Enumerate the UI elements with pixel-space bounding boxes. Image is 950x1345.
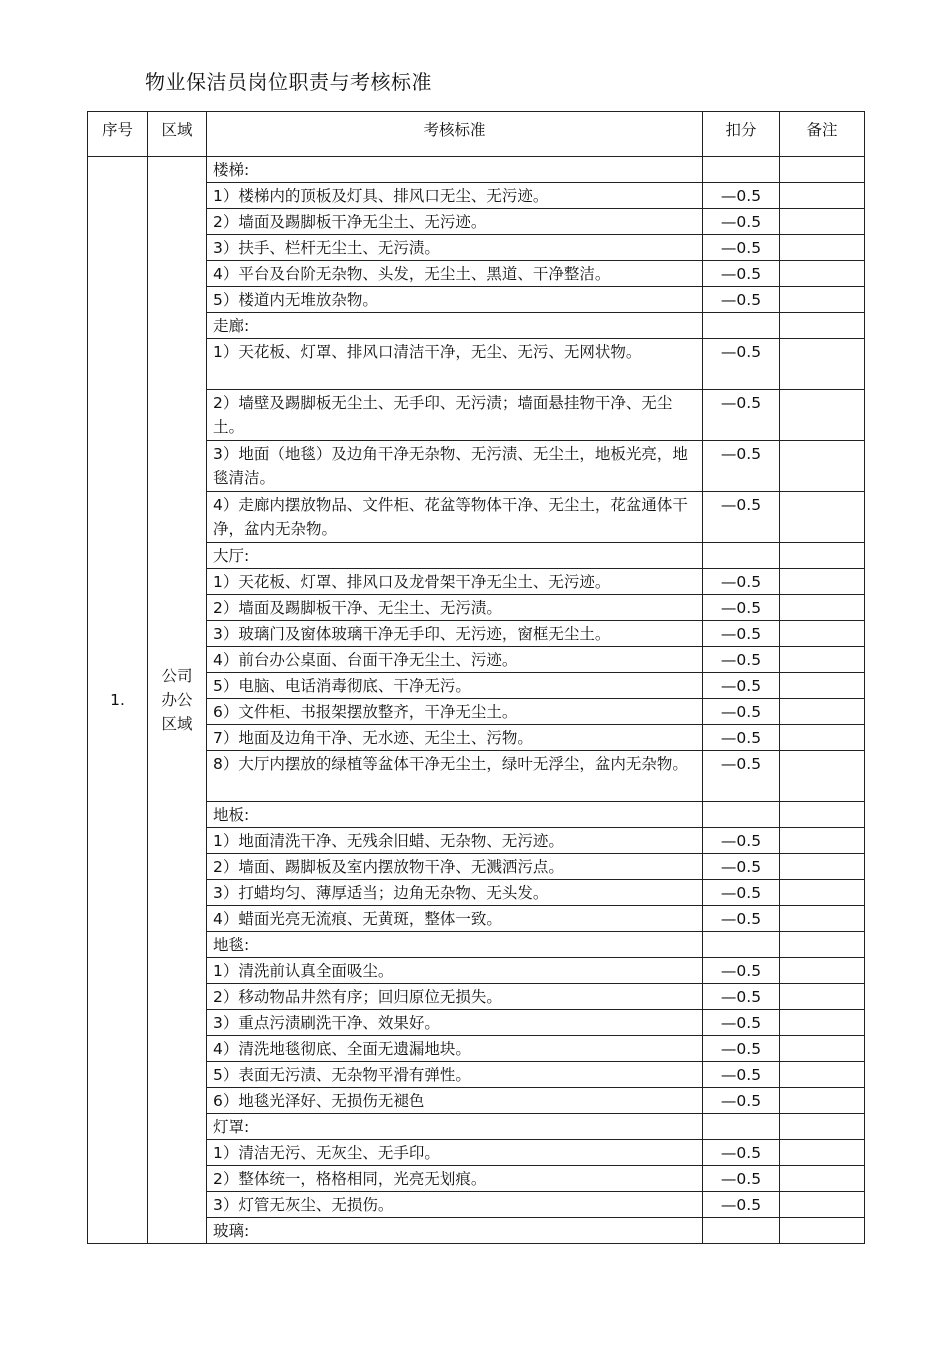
deduct-value: —0.5: [703, 958, 780, 984]
remark-cell: [780, 958, 865, 984]
deduct-value: —0.5: [703, 1192, 780, 1218]
area-line: 办公: [161, 691, 193, 709]
section-heading: 地毯:: [207, 932, 703, 958]
header-area: 区域: [148, 112, 207, 157]
table-body: [88, 157, 865, 1244]
standard-item: 4）平台及台阶无杂物、头发，无尘土、黑道、干净整洁。: [207, 261, 703, 287]
remark-cell: [780, 287, 865, 313]
standard-item: 1）清洁无污、无灰尘、无手印。: [207, 1140, 703, 1166]
deduct-value: —0.5: [703, 621, 780, 647]
remark-cell: [780, 906, 865, 932]
remark-cell: [780, 157, 865, 183]
standard-item: 4）蜡面光亮无流痕、无黄斑，整体一致。: [207, 906, 703, 932]
deduct-value: [703, 543, 780, 569]
remark-cell: [780, 880, 865, 906]
remark-cell: [780, 802, 865, 828]
remark-cell: [780, 828, 865, 854]
area-line: 区域: [161, 715, 193, 733]
remark-cell: [780, 984, 865, 1010]
standard-item: 1）楼梯内的顶板及灯具、排风口无尘、无污迹。: [207, 183, 703, 209]
deduct-value: —0.5: [703, 339, 780, 390]
remark-cell: [780, 1166, 865, 1192]
standard-item: 2）移动物品井然有序；回归原位无损失。: [207, 984, 703, 1010]
remark-cell: [780, 751, 865, 802]
remark-cell: [780, 1192, 865, 1218]
standard-item: 4）前台办公桌面、台面干净无尘土、污迹。: [207, 647, 703, 673]
standard-item: 3）玻璃门及窗体玻璃干净无手印、无污迹，窗框无尘土。: [207, 621, 703, 647]
standard-item: 6）地毯光泽好、无损伤无褪色: [207, 1088, 703, 1114]
standard-item: 7）地面及边角干净、无水迹、无尘土、污物。: [207, 725, 703, 751]
standard-item: 5）电脑、电话消毒彻底、干净无污。: [207, 673, 703, 699]
deduct-value: —0.5: [703, 441, 780, 492]
deduct-value: —0.5: [703, 984, 780, 1010]
header-standard: 考核标准: [207, 112, 703, 157]
remark-cell: [780, 261, 865, 287]
remark-cell: [780, 1036, 865, 1062]
section-heading: 楼梯:: [207, 157, 703, 183]
deduct-value: —0.5: [703, 492, 780, 543]
deduct-value: —0.5: [703, 880, 780, 906]
standard-item: 2）墙壁及踢脚板无尘土、无手印、无污渍；墙面悬挂物干净、无尘土。: [207, 390, 703, 441]
remark-cell: [780, 183, 865, 209]
standard-item: 6）文件柜、书报架摆放整齐，干净无尘土。: [207, 699, 703, 725]
remark-cell: [780, 932, 865, 958]
remark-cell: [780, 1088, 865, 1114]
deduct-value: —0.5: [703, 261, 780, 287]
deduct-value: —0.5: [703, 647, 780, 673]
standard-item: 3）地面（地毯）及边角干净无杂物、无污渍、无尘土，地板光亮，地毯清洁。: [207, 441, 703, 492]
deduct-value: —0.5: [703, 673, 780, 699]
deduct-value: —0.5: [703, 699, 780, 725]
table-row: [88, 157, 865, 183]
header-deduct: 扣分: [703, 112, 780, 157]
remark-cell: [780, 1062, 865, 1088]
standard-item: 1）地面清洗干净、无残余旧蜡、无杂物、无污迹。: [207, 828, 703, 854]
header-remark: 备注: [780, 112, 865, 157]
remark-cell: [780, 1010, 865, 1036]
remark-cell: [780, 673, 865, 699]
remark-cell: [780, 492, 865, 543]
standard-item: 3）打蜡均匀、薄厚适当；边角无杂物、无头发。: [207, 880, 703, 906]
deduct-value: —0.5: [703, 209, 780, 235]
header-seq: 序号: [88, 112, 148, 157]
remark-cell: [780, 339, 865, 390]
section-heading: 地板:: [207, 802, 703, 828]
deduct-value: —0.5: [703, 1010, 780, 1036]
remark-cell: [780, 595, 865, 621]
deduct-value: —0.5: [703, 569, 780, 595]
remark-cell: [780, 441, 865, 492]
deduct-value: —0.5: [703, 183, 780, 209]
standard-item: 1）清洗前认真全面吸尘。: [207, 958, 703, 984]
remark-cell: [780, 543, 865, 569]
deduct-value: [703, 802, 780, 828]
deduct-value: —0.5: [703, 725, 780, 751]
remark-cell: [780, 699, 865, 725]
standard-item: 5）楼道内无堆放杂物。: [207, 287, 703, 313]
row-area: [148, 157, 207, 1244]
deduct-value: —0.5: [703, 235, 780, 261]
remark-cell: [780, 647, 865, 673]
remark-cell: [780, 209, 865, 235]
section-heading: 大厅:: [207, 543, 703, 569]
standard-item: 1）天花板、灯罩、排风口清洁干净，无尘、无污、无网状物。: [207, 339, 703, 390]
section-heading: 走廊:: [207, 313, 703, 339]
deduct-value: —0.5: [703, 287, 780, 313]
deduct-value: —0.5: [703, 1088, 780, 1114]
deduct-value: [703, 313, 780, 339]
section-heading: 灯罩:: [207, 1114, 703, 1140]
standard-item: 3）扶手、栏杆无尘土、无污渍。: [207, 235, 703, 261]
deduct-value: —0.5: [703, 854, 780, 880]
remark-cell: [780, 1140, 865, 1166]
standard-item: 2）墙面及踢脚板干净、无尘土、无污渍。: [207, 595, 703, 621]
remark-cell: [780, 569, 865, 595]
remark-cell: [780, 854, 865, 880]
deduct-value: —0.5: [703, 828, 780, 854]
standard-item: 5）表面无污渍、无杂物平滑有弹性。: [207, 1062, 703, 1088]
remark-cell: [780, 621, 865, 647]
deduct-value: —0.5: [703, 1140, 780, 1166]
deduct-value: [703, 932, 780, 958]
standard-item: 2）墙面及踢脚板干净无尘土、无污迹。: [207, 209, 703, 235]
deduct-value: [703, 157, 780, 183]
standard-item: 2）墙面、踢脚板及室内摆放物干净、无溅洒污点。: [207, 854, 703, 880]
deduct-value: —0.5: [703, 751, 780, 802]
standard-item: 4）清洗地毯彻底、全面无遗漏地块。: [207, 1036, 703, 1062]
remark-cell: [780, 725, 865, 751]
remark-cell: [780, 313, 865, 339]
row-seq-number: 1.: [88, 157, 148, 1244]
standard-item: 4）走廊内摆放物品、文件柜、花盆等物体干净、无尘土，花盆通体干净，盆内无杂物。: [207, 492, 703, 543]
standard-item: 3）重点污渍刷洗干净、效果好。: [207, 1010, 703, 1036]
area-line: 公司: [161, 667, 193, 685]
standard-item: 2）整体统一，格格相同，光亮无划痕。: [207, 1166, 703, 1192]
deduct-value: —0.5: [703, 1166, 780, 1192]
document-title: 物业保洁员岗位职责与考核标准: [145, 70, 432, 94]
standard-item: 8）大厅内摆放的绿植等盆体干净无尘土，绿叶无浮尘，盆内无杂物。: [207, 751, 703, 802]
deduct-value: —0.5: [703, 906, 780, 932]
section-heading: 玻璃:: [207, 1218, 703, 1244]
table-header-row: [88, 112, 865, 157]
deduct-value: —0.5: [703, 390, 780, 441]
deduct-value: —0.5: [703, 595, 780, 621]
deduct-value: [703, 1218, 780, 1244]
deduct-value: [703, 1114, 780, 1140]
remark-cell: [780, 390, 865, 441]
remark-cell: [780, 1114, 865, 1140]
deduct-value: —0.5: [703, 1062, 780, 1088]
deduct-value: —0.5: [703, 1036, 780, 1062]
remark-cell: [780, 1218, 865, 1244]
assessment-table: [87, 111, 865, 1244]
standard-item: 1）天花板、灯罩、排风口及龙骨架干净无尘土、无污迹。: [207, 569, 703, 595]
standard-item: 3）灯管无灰尘、无损伤。: [207, 1192, 703, 1218]
remark-cell: [780, 235, 865, 261]
